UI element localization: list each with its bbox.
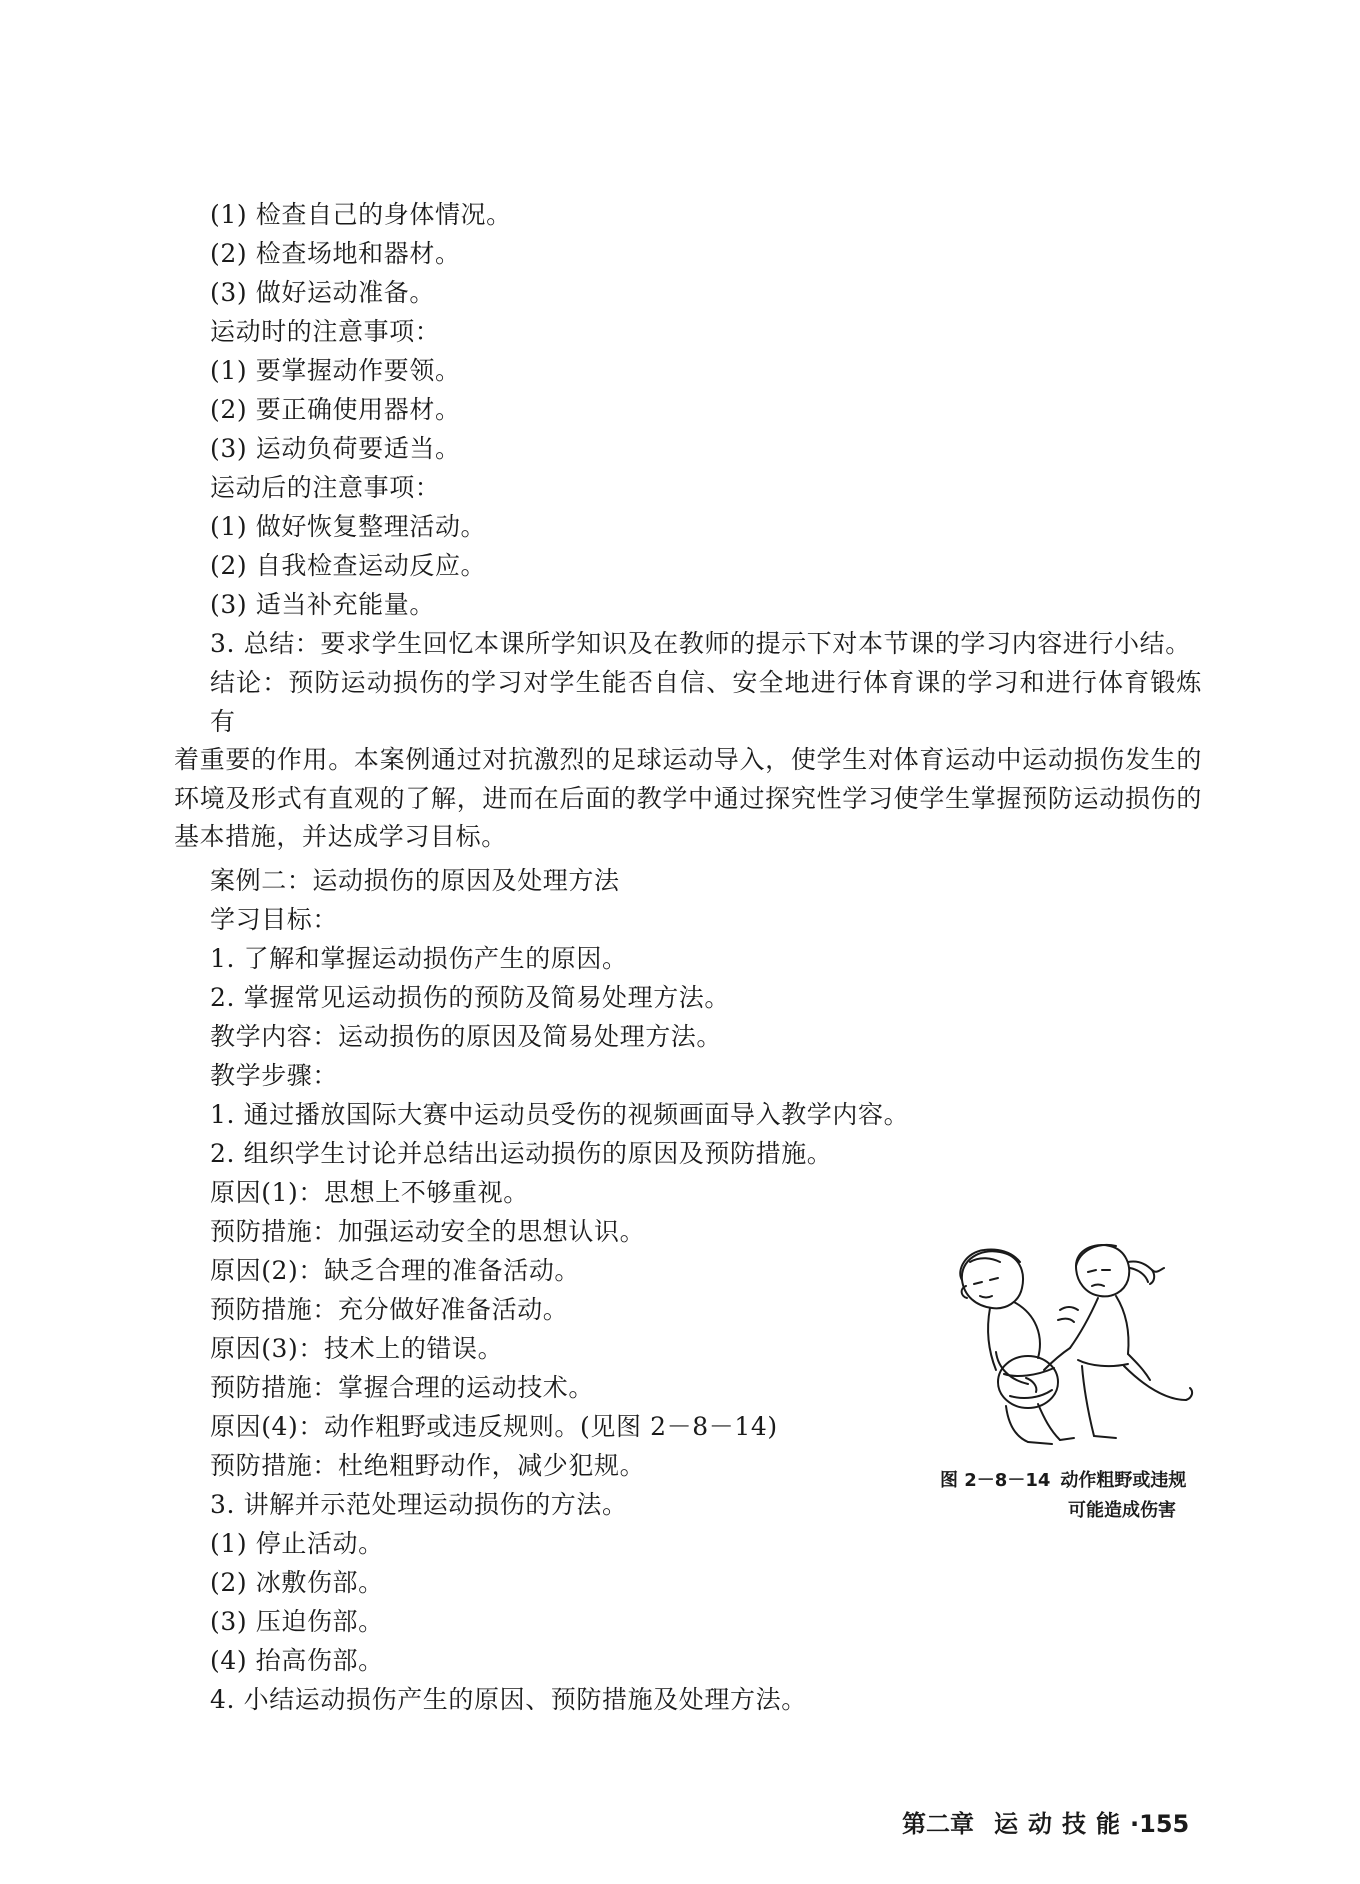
text-line: 预防措施：充分做好准备活动。 [210, 1295, 569, 1324]
text-line: 2. 掌握常见运动损伤的预防及简易处理方法。 [210, 983, 731, 1012]
figure-caption [940, 1466, 1230, 1526]
text-line: 4. 小结运动损伤产生的原因、预防措施及处理方法。 [210, 1685, 807, 1714]
text-line: 3. 讲解并示范处理运动损伤的方法。 [210, 1490, 628, 1519]
figure-caption-line2: 可能造成伤害 [1068, 1500, 1176, 1521]
footer-title: 运动技能 [994, 1810, 1130, 1838]
text-line: 教学内容：运动损伤的原因及简易处理方法。 [210, 1022, 723, 1051]
text-line: (2) 要正确使用器材。 [210, 395, 461, 424]
conclusion-first-line: 结论：预防运动损伤的学习对学生能否自信、安全地进行体育课的学习和进行体育锻炼有 [210, 668, 1202, 736]
text-line: (4) 抬高伤部。 [210, 1646, 384, 1675]
footer-chapter: 第二章 [902, 1810, 974, 1838]
text-line: (2) 自我检查运动反应。 [210, 551, 487, 580]
text-line: (2) 检查场地和器材。 [210, 239, 461, 268]
text-line: 预防措施：掌握合理的运动技术。 [210, 1373, 595, 1402]
text-line: (2) 冰敷伤部。 [210, 1568, 384, 1597]
section-heading: 学习目标： [210, 905, 339, 934]
text-line: (1) 停止活动。 [210, 1529, 384, 1558]
text-line: 原因(4)：动作粗野或违反规则。(见图 2－8－14) [210, 1412, 778, 1441]
page-number: ·155 [1130, 1810, 1190, 1838]
text-line: 1. 通过播放国际大赛中运动员受伤的视频画面导入教学内容。 [210, 1100, 910, 1129]
figure-caption-line1: 动作粗野或违规 [1060, 1470, 1187, 1491]
text-line: 2. 组织学生讨论并总结出运动损伤的原因及预防措施。 [210, 1139, 833, 1168]
text-line: 原因(3)：技术上的错误。 [210, 1334, 504, 1363]
section-heading: 运动后的注意事项： [210, 473, 441, 502]
text-line: (1) 做好恢复整理活动。 [210, 512, 487, 541]
text-line: 预防措施：杜绝粗野动作，减少犯规。 [210, 1451, 646, 1480]
text-line: 预防措施：加强运动安全的思想认识。 [210, 1217, 646, 1246]
text-line: (3) 适当补充能量。 [210, 590, 435, 619]
conclusion-paragraph [174, 664, 1202, 857]
text-line: 原因(1)：思想上不够重视。 [210, 1178, 529, 1207]
illustration-rough-play [940, 1240, 1202, 1450]
text-line: (1) 检查自己的身体情况。 [210, 200, 512, 229]
conclusion-rest: 着重要的作用。本案例通过对抗激烈的足球运动导入，使学生对体育运动中运动损伤发生的环境及形式有直观的了解，进而在后面的教学中通过探究性学习使学生掌握预防运动损伤的基本措施，并达成学习目标。 [174, 745, 1202, 851]
text-line: (3) 运动负荷要适当。 [210, 434, 461, 463]
figure-number: 图 2－8－14 [940, 1470, 1051, 1491]
text-line: 原因(2)：缺乏合理的准备活动。 [210, 1256, 581, 1285]
section-heading: 运动时的注意事项： [210, 317, 441, 346]
summary-line: 3. 总结：要求学生回忆本课所学知识及在教师的提示下对本节课的学习内容进行小结。 [210, 629, 1191, 658]
text-line: (3) 压迫伤部。 [210, 1607, 384, 1636]
page-footer [902, 1808, 1189, 1840]
text-line: 1. 了解和掌握运动损伤产生的原因。 [210, 944, 628, 973]
text-line: (1) 要掌握动作要领。 [210, 356, 461, 385]
case-title: 案例二：运动损伤的原因及处理方法 [210, 866, 620, 895]
text-line: (3) 做好运动准备。 [210, 278, 435, 307]
section-heading: 教学步骤： [210, 1061, 339, 1090]
